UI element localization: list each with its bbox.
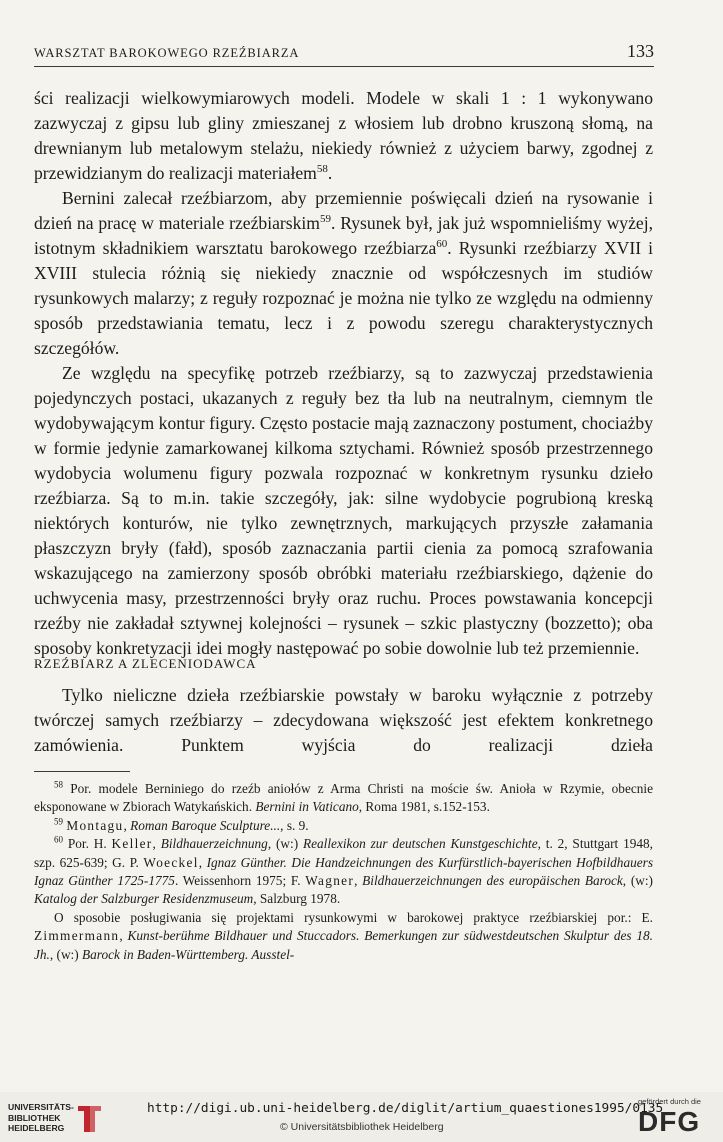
- dfg-funding-label: gefördert durch die: [638, 1097, 701, 1106]
- library-mark-icon: [74, 1102, 104, 1136]
- paragraph-2: Bernini zalecał rzeźbiarzom, aby przemiennie poświęcali dzień na rysowanie i dzień na pracę w materiale rzeźbiarskim$^{59}$. Rysunek był, jak już wspomnieliśmy wyżej, istotnym składnikiem warsztatu barokowego rzeźbiarza$^{60}$. Rysunki rzeźbiarzy XVII i XVIII stulecia różnią się niekiedy znacznie od współczesnych im studiów rysunkowych malarzy; z reguły rozpoznać je można nie tylko ze względu na odmienny sposób przedstawiania tematu, lecz i z powodu szeregu charakterystycznych szczegółów.: [34, 188, 653, 358]
- dfg-wordmark: DFG: [638, 1106, 701, 1137]
- footnote-ref-59: 59: [319, 213, 331, 226]
- dfg-logo[interactable]: [638, 1097, 718, 1139]
- copyright-notice: © Universitätsbibliothek Heidelberg: [280, 1121, 444, 1133]
- main-text: [34, 86, 653, 661]
- paragraph-1: ści realizacji wielkowymiarowych modeli. Modele w skali 1 : 1 wykonywano zazwyczaj z gipsu lub gliny zmieszanej z włosiem lub drobno kruszoną słomą, na drewnianym lub metalowym stelażu, niekiedy również z użyciem barwy, zgodnej z przewidzianym do realizacji materiałem$^{58}$.: [34, 88, 653, 183]
- university-library-logo[interactable]: [8, 1102, 138, 1138]
- footnote-ref-60: 60: [436, 238, 448, 251]
- footnote-60: $^{60}$ Por. H. Keller, Bildhauerzeichnung, (w:) Reallexikon zur deutschen Kunstgeschichte, t. 2, Stuttgart 1948, szp. 625-639; G. P. Woeckel, Ignaz Günther. Die Handzeichnungen des Kurfürstlich-bayerischen Hofbildhauers Ignaz Günther 1725-1775. Weissenhorn 1975; F. Wagner, Bildhauerzeichnungen des europäischen Barock, (w:) Katalog der Salzburger Residenzmuseum, Salzburg 1978.: [34, 834, 653, 907]
- footnotes: [34, 780, 653, 964]
- section-heading: RZEŹBIARZ A ZLECENIODAWCA: [34, 656, 257, 671]
- footnote-rule: [34, 771, 130, 772]
- digitization-footer: [0, 1092, 723, 1142]
- footnote-ref-58: 58: [316, 163, 328, 176]
- running-head: [34, 38, 654, 67]
- paragraph-3: Ze względu na specyfikę potrzeb rzeźbiarzy, są to zazwyczaj przedstawienia pojedynczych postaci, ukazanych z reguły bez tła lub na neutralnym, ciemnym tle wydobywającym kontur figury. Często postacie mają zaznaczony postument, chociażby w formie jedynie zamarkowanej kilkoma sztychami. Również sposób przestrzennego wydobycia wolumenu figury pozwala rozpoznać w konkretnym rysunku dzieło rzeźbiarza. Są to m.in. takie szczegóły, jak: silne wydobycie pogrubioną kreską niektórych konturów, nie tylko zewnętrznych, markujących przyszłe załamania płaszczyzn bryły (fałd), sposób zaznaczania partii cienia za pomocą szrafowania wskazującego na zamierzony sposób obróbki materiału rzeźbiarskiego, dążenie do uchwycenia masy, przestrzenności bryły oraz ruchu. Proces powstawania koncepcji rzeźby nie zakładał sztywnej kolejności – rysunek – szkic plastyczny (bozzetto); oba sposoby konkretyzacji idei mogły następować po sobie dowolnie lub też przemiennie.: [34, 363, 653, 658]
- running-head-title: WARSZTAT BAROKOWEGO RZEŹBIARZA: [34, 46, 300, 60]
- library-name: UNIVERSITÄTS- BIBLIOTHEK HEIDELBERG: [8, 1102, 74, 1133]
- source-url-link[interactable]: http://digi.ub.uni-heidelberg.de/diglit/artium_quaestiones1995/0135: [147, 1101, 664, 1116]
- footnote-58: $^{58}$ Por. modele Berniniego do rzeźb aniołów z Arma Christi na moście św. Anioła w Rzymie, obecnie eksponowane w Zbiorach Watykańskich. Bernini in Vaticano, Roma 1981, s.152-153.: [34, 779, 653, 815]
- page-number: 133: [627, 41, 654, 61]
- section-text: [34, 683, 653, 758]
- section-paragraph-1: Tylko nieliczne dzieła rzeźbiarskie powstały w baroku wyłącznie z potrzeby twórczej samych rzeźbiarzy – zdecydowana większość jest efektem konkretnego zamówienia. Punktem wyjścia do realizacji dzieła: [34, 685, 653, 755]
- footnote-59: $^{59}$ Montagu, Roman Baroque Sculpture..., s. 9.: [54, 816, 309, 833]
- footnote-continuation: O sposobie posługiwania się projektami rysunkowymi w barokowej praktyce rzeźbiarskiej por.: E. Zimmermann, Kunst-berühme Bildhauer und Stuccadors. Bemerkungen zur südwestdeutschen Skulptur des 18. Jh., (w:) Barock in Baden-Württemberg. Ausstel-: [34, 909, 653, 962]
